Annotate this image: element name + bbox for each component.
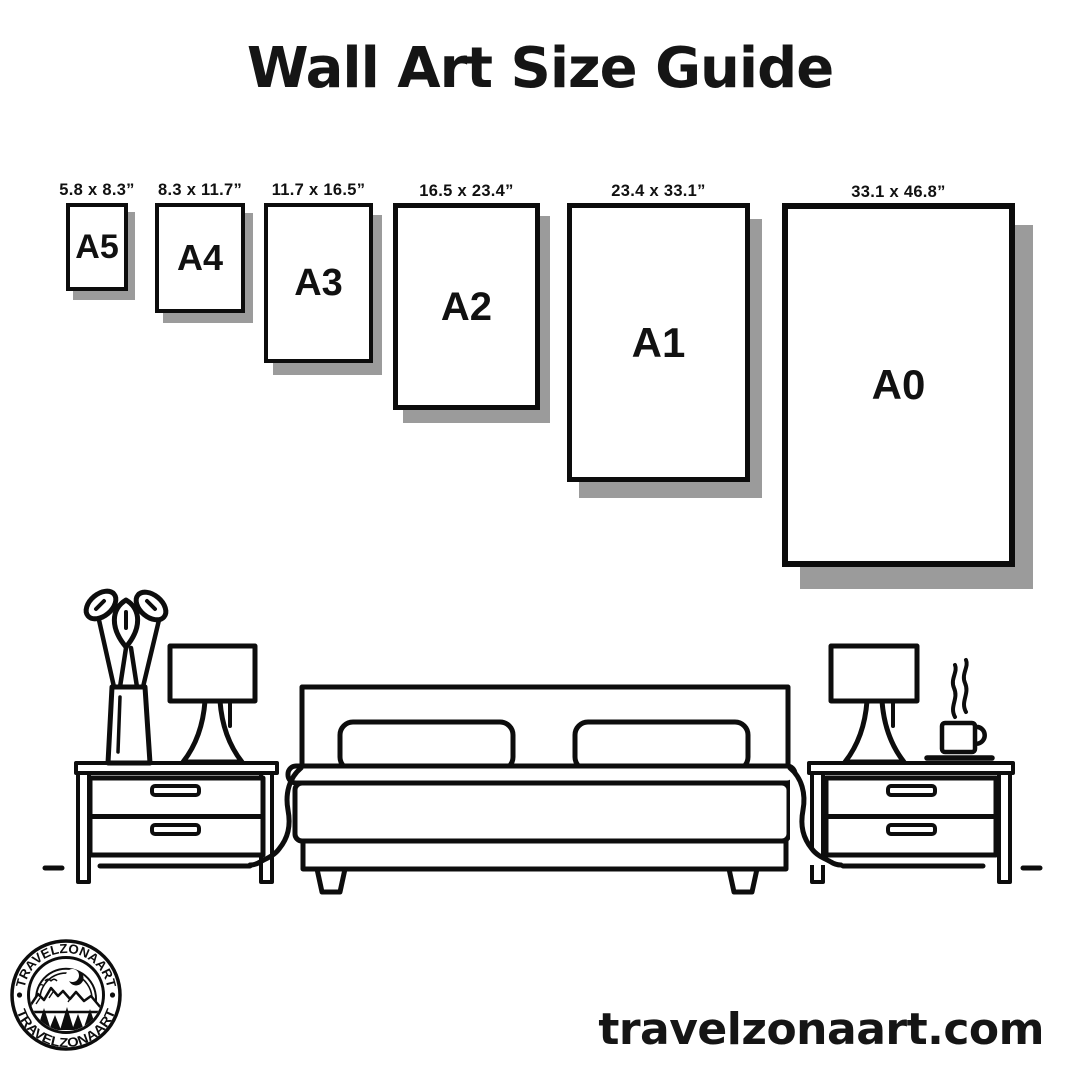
frame-a2-dimensions: 16.5 x 23.4” bbox=[419, 182, 514, 200]
frame-a0-dimensions: 33.1 x 46.8” bbox=[851, 183, 946, 201]
plant-vase-icon bbox=[81, 586, 171, 763]
frame-a4 bbox=[155, 181, 245, 313]
mattress-top bbox=[288, 766, 795, 783]
bedroom-illustration bbox=[30, 585, 1050, 900]
frame-a5 bbox=[59, 181, 135, 291]
frame-a0 bbox=[782, 183, 1015, 567]
frame-a1 bbox=[567, 182, 750, 482]
frame-a2-label: A2 bbox=[440, 284, 493, 329]
ring-dot-icon bbox=[17, 992, 22, 997]
frame-a3 bbox=[264, 181, 373, 363]
table-lamp-right-icon bbox=[831, 646, 917, 762]
bed-leg-left bbox=[317, 869, 345, 892]
frame-a3-label: A3 bbox=[294, 262, 343, 304]
frame-a4-dimensions: 8.3 x 11.7” bbox=[157, 181, 243, 199]
frame-a4-label: A4 bbox=[176, 237, 224, 278]
duvet bbox=[295, 783, 789, 841]
steam-icon bbox=[964, 660, 967, 712]
ring-dot-icon bbox=[110, 992, 115, 997]
frame-a2 bbox=[393, 182, 540, 410]
bed-icon bbox=[250, 687, 841, 892]
pillow-right bbox=[575, 722, 748, 770]
bed-base bbox=[303, 841, 786, 869]
bed-leg-right bbox=[729, 869, 757, 892]
frame-a5-label: A5 bbox=[75, 228, 119, 266]
pillow-left bbox=[340, 722, 513, 770]
coffee-cup-icon bbox=[927, 660, 992, 758]
frame-a3-dimensions: 11.7 x 16.5” bbox=[271, 181, 366, 199]
brand-text-top: TRAVELZONAART bbox=[12, 940, 120, 989]
website-url: travelzonaart.com bbox=[598, 1004, 1044, 1055]
frame-a5-dimensions: 5.8 x 8.3” bbox=[59, 181, 135, 199]
frame-a1-dimensions: 23.4 x 33.1” bbox=[611, 182, 706, 200]
brand-text-bottom: TRAVELZONAART bbox=[13, 1006, 118, 1051]
brand-logo bbox=[4, 930, 130, 1060]
page-title: Wall Art Size Guide bbox=[246, 36, 834, 101]
steam-icon bbox=[953, 665, 956, 717]
frame-a0-label: A0 bbox=[871, 361, 926, 408]
table-lamp-left-icon bbox=[170, 646, 255, 762]
frame-a1-label: A1 bbox=[631, 318, 686, 366]
